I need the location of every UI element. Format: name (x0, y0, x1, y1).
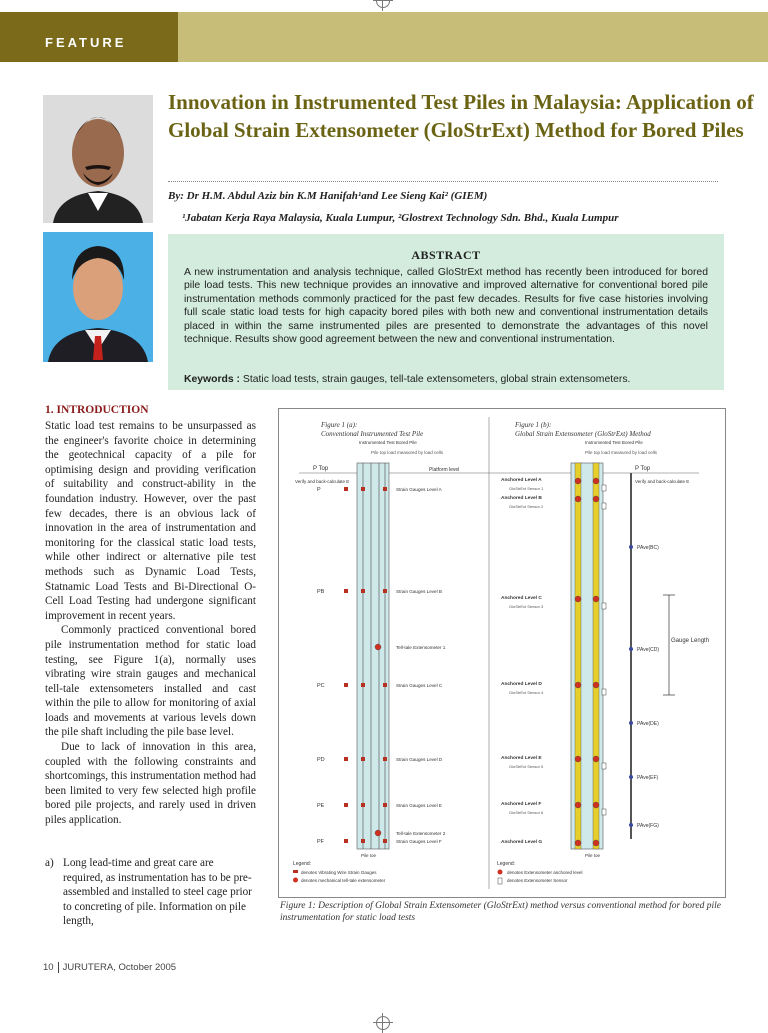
article-title: Innovation in Instrumented Test Piles in Malaysia: Application of Global Strain Extensometer (GloStrExt) Method for Bored Piles (168, 90, 754, 142)
strain-gauge-marker (344, 487, 348, 491)
anchor-marker (575, 840, 581, 846)
paragraph: Static load test remains to be unsurpassed as the engineer's favorite choice in determining the geotechnical capacity of a pile for optimising design and providing verification of suitability and construct-ability in the foundation industry. However, over the past few decades, there is an obvious lack of innovation in the area of instrumentation and monitoring for the classical static load tests, while other indirect or alternative pile test methods such as Dynamic Load Tests, Statnamic Load Tests and Bi-Directional O-Cell Load Testing had undergone significant improvement in recent years. (45, 420, 256, 622)
anchor-label: Anchored Level G (501, 840, 543, 845)
platform-label: Platform level (429, 467, 460, 473)
sensor-label: GloStrExt Sensor 4 (509, 690, 544, 695)
anchor-label: Anchored Level A (501, 478, 542, 483)
strain-gauge-marker (383, 487, 387, 491)
load-label-a: PD (317, 757, 325, 763)
sensor-marker (602, 763, 606, 769)
anchor-label: Anchored Level F (501, 802, 542, 807)
anchor-marker (593, 802, 599, 808)
figure-b-subtitle: Global Strain Extensometer (GloStrExt) Method (515, 430, 651, 438)
average-load-label: PAve(DE) (637, 721, 659, 727)
level-label-a: Tell-tale Extensometer 1 (396, 645, 446, 650)
level-label-a: Strain Gauges Level F (396, 839, 442, 844)
anchor-marker (593, 596, 599, 602)
keywords-label: Keywords : (184, 374, 241, 385)
registration-mark-icon (376, 0, 390, 8)
average-load-marker (629, 545, 633, 549)
load-label-a: PC (317, 683, 325, 689)
average-load-label: PAve(EF) (637, 775, 659, 781)
abstract-text: A new instrumentation and analysis technique, called GloStrExt method has recently been introduced for bored pile load tests. This new technique provides an innovative and improved alternative for conventional bored pile instrumentation methods commonly practiced for the past few decades. Results for five case histories involving full scale static load tests for high capacity bored piles with both new and conventional instrumentation details placed in within the same instrumented piles are presented to demonstrate the advantages of this novel technique. Results show good agreement between the new and conventional instrumentation. (184, 267, 708, 346)
anchor-label: Anchored Level C (501, 596, 542, 601)
strain-gauge-marker (361, 487, 365, 491)
strain-gauge-marker (383, 839, 387, 843)
paragraph: Commonly practiced conventional bored pile instrumentation method for static load testing, see Figure 1(a), normally uses vibrating wire strain gauges and mechanical tell-tale extensometers installed and cast within the pile to allow for monitoring of axial loads and movements at various levels down the pile shaft including the pile base level. (45, 624, 256, 739)
telltale-marker (375, 644, 381, 650)
page-footer (43, 962, 176, 973)
ptop-label-a: P Top (313, 466, 329, 472)
figure-caption: Figure 1: Description of Global Strain Extensometer (GloStrExt) method versus conventional method for bored pile instrumentation for static load tests (280, 901, 721, 923)
sensor-marker (602, 485, 606, 491)
pile-toe-b: Pile toe (585, 853, 601, 858)
pile-b-label: Instrumented Test Bored Pile (585, 440, 643, 445)
sensor-marker (602, 603, 606, 609)
pile-toe-a: Pile toe (361, 853, 377, 858)
strain-gauge-marker (361, 839, 365, 843)
strain-gauge-marker (383, 757, 387, 761)
level-label-a: Strain Gauges Level D (396, 757, 443, 762)
strain-gauge-marker (344, 589, 348, 593)
sensor-label: GloStrExt Sensor 3 (509, 604, 544, 609)
legend-b-title: Legend: (497, 861, 516, 867)
registration-mark-icon (376, 1016, 390, 1030)
verify-note-a: Verify and back-calculate E (295, 479, 350, 484)
gauge-length-label: Gauge Length (671, 638, 710, 644)
sensor-marker (602, 503, 606, 509)
anchor-marker (575, 756, 581, 762)
page-number: 10 (43, 962, 59, 973)
load-label-a: PE (317, 803, 325, 809)
level-label-a: Strain Gauges Level B (396, 589, 442, 594)
sensor-label: GloStrExt Sensor 5 (509, 764, 544, 769)
average-load-label: PAve(CD) (637, 647, 660, 653)
anchor-marker (575, 478, 581, 484)
figure-1 (278, 408, 726, 898)
anchor-label: Anchored Level B (501, 496, 542, 501)
paragraph: Due to lack of innovation in this area, coupled with the following constraints and shortcomings, this instrumentation method had been limited to very few selected high profile bored pile projects, and rarely used in driven piles application. (45, 741, 256, 827)
strain-gauge-marker (383, 683, 387, 687)
load-note-b: Pile top load measured by load cells (585, 450, 658, 455)
strain-gauge-marker (361, 683, 365, 687)
legend-b-item: denotes Extensometer Sensor (507, 878, 568, 883)
verify-note-b: Verify and back-calculate E (635, 479, 690, 484)
author-photo (43, 95, 153, 223)
anchor-marker (575, 682, 581, 688)
pile-a-label: Instrumented Test Bored Pile (359, 440, 417, 445)
ptop-label-b: P Top (635, 466, 651, 472)
average-load-marker (629, 775, 633, 779)
legend-a-item: denotes Vibrating Wire Strain Gauges (301, 870, 377, 875)
keywords (184, 374, 708, 385)
average-load-marker (629, 647, 633, 651)
average-load-label: PAve(FG) (637, 823, 659, 829)
journal-name: JURUTERA, October 2005 (62, 962, 177, 973)
anchor-marker (593, 840, 599, 846)
anchor-label: Anchored Level E (501, 756, 542, 761)
load-label-a: P (317, 487, 321, 493)
sensor-label: GloStrExt Sensor 6 (509, 810, 544, 815)
load-label-a: PF (317, 839, 325, 845)
strain-gauge-marker (361, 589, 365, 593)
author-photo (43, 232, 153, 362)
legend-b-item: denotes Extensometer anchored level (507, 870, 583, 875)
figure-b-title: Figure 1 (b): (515, 421, 552, 429)
anchor-marker (593, 478, 599, 484)
strain-gauge-marker (344, 683, 348, 687)
average-load-marker (629, 823, 633, 827)
abstract-heading: ABSTRACT (411, 248, 481, 262)
sensor-label: GloStrExt Sensor 2 (509, 504, 544, 509)
anchor-label: Anchored Level D (501, 682, 542, 687)
anchor-marker (593, 496, 599, 502)
anchor-marker (575, 802, 581, 808)
conventional-pile (357, 463, 389, 849)
anchor-marker (593, 756, 599, 762)
sensor-marker (602, 689, 606, 695)
strain-gauge-marker (361, 757, 365, 761)
level-label-a: Strain Gauges Level E (396, 803, 442, 808)
sensor-label: GloStrExt Sensor 1 (509, 486, 544, 491)
divider (168, 181, 718, 182)
strain-gauge-marker (361, 803, 365, 807)
level-label-a: Strain Gauges Level A (396, 487, 442, 492)
load-label-a: PB (317, 589, 325, 595)
list-marker: a) (45, 857, 54, 869)
strain-gauge-marker (344, 839, 348, 843)
figure-a-title: Figure 1 (a): (321, 421, 358, 429)
intro-body (45, 419, 256, 828)
list-item-text: Long lead-time and great care are required, as instrumentation has to be pre-assembled and installed to steel cage prior to concreting of pile. Information on pile length, (63, 857, 252, 928)
affiliation: ¹Jabatan Kerja Raya Malaysia, Kuala Lumpur, ²Glostrext Technology Sdn. Bhd., Kuala Lumpur (182, 212, 619, 224)
anchor-marker (593, 682, 599, 688)
strain-gauge-marker (344, 803, 348, 807)
average-load-marker (629, 721, 633, 725)
keywords-text: Static load tests, strain gauges, tell-tale extensometers, global strain extensometers. (242, 374, 631, 385)
legend-a-title: Legend: (293, 861, 312, 867)
load-note-a: Pile top load measured by load cells (371, 450, 444, 455)
byline: By: Dr H.M. Abdul Aziz bin K.M Hanifah¹and Lee Sieng Kai² (GIEM) (168, 190, 488, 202)
telltale-marker (375, 830, 381, 836)
legend-a-item: denotes mechanical tell-tale extensometer (301, 878, 386, 883)
strain-gauge-marker (344, 757, 348, 761)
strain-gauge-marker (383, 803, 387, 807)
section-label: FEATURE (45, 35, 127, 50)
sensor-marker (602, 809, 606, 815)
average-load-label: PAve(BC) (637, 545, 659, 551)
strain-gauge-marker (383, 589, 387, 593)
abstract-box (168, 234, 724, 390)
figure-a-subtitle: Conventional Instrumented Test Pile (321, 430, 424, 438)
anchor-marker (575, 496, 581, 502)
header-band-light (178, 12, 768, 62)
section-heading: 1. INTRODUCTION (45, 404, 149, 416)
level-label-a: Tell-tale Extensometer 2 (396, 831, 446, 836)
anchor-marker (575, 596, 581, 602)
level-label-a: Strain Gauges Level C (396, 683, 443, 688)
